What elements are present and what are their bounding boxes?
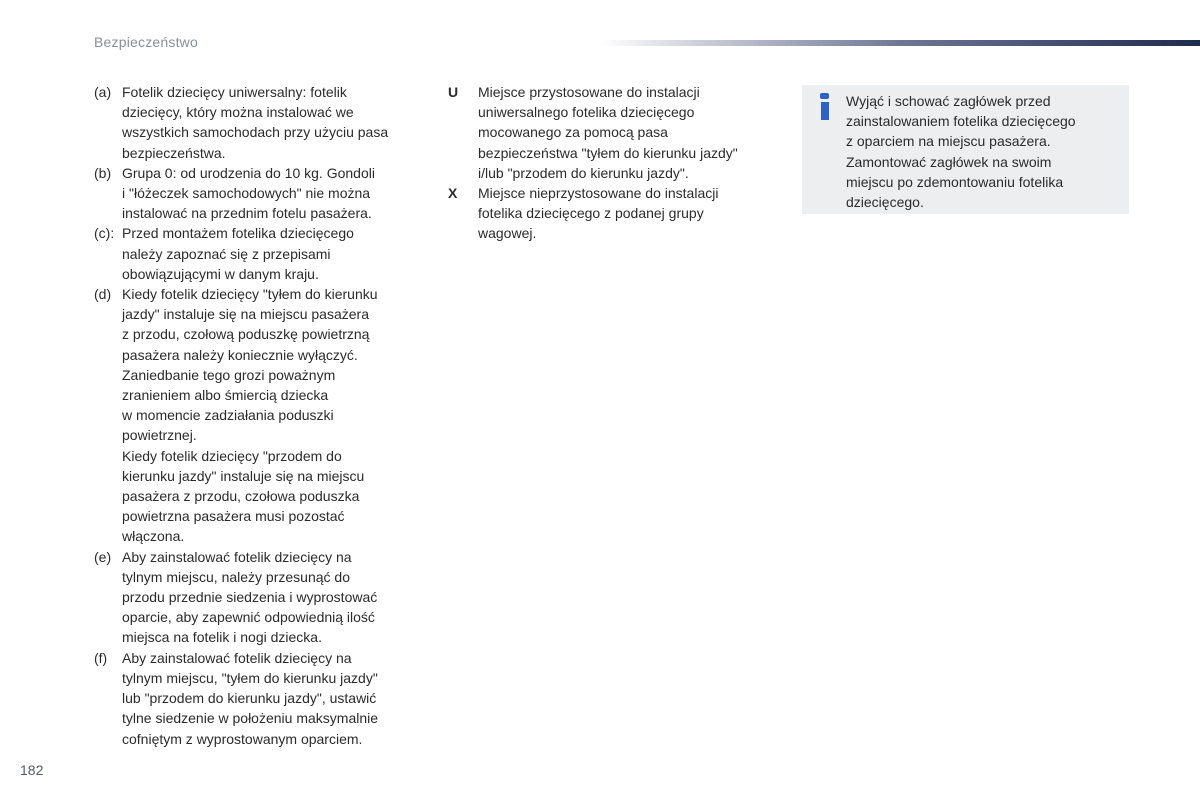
list-item-b (94, 163, 434, 224)
legend-text: Miejsce przystosowane do instalacji uniwersalnego fotelika dziecięcego mocowanego za pomocą pasa bezpieczeństwa "tyłem do kierunku jazdy" i/lub "przodem do kierunku jazdy". (478, 84, 738, 181)
header-gradient-bar (600, 40, 1200, 46)
info-box (802, 85, 1129, 214)
list-item-c (94, 223, 434, 284)
item-label: (c): (94, 225, 115, 242)
legend-text: Miejsce nieprzystosowane do instalacji fotelika dziecięcego z podanej grupy wagowej. (478, 185, 719, 242)
list-item-a (94, 82, 434, 163)
item-label: (f) (94, 649, 108, 666)
item-text: Grupa 0: od urodzenia do 10 kg. Gondoli i "łóżeczek samochodowych" nie można instalować na przednim fotelu pasażera. (122, 164, 375, 222)
legend-item-u (448, 82, 778, 183)
item-label: (b) (94, 164, 112, 181)
item-text: Kiedy fotelik dziecięcy "tyłem do kierunku jazdy" instaluje się na miejscu pasażera z przodu, czołową poduszkę powietrzną pasażera należy koniecznie wyłączyć. Zaniedbanie tego grozi poważnym zranieniem albo śmiercią dziecka w momencie zadziałania poduszki powietrznej. Kiedy fotelik dziecięcy "przodem do kierunku jazdy" instaluje się na miejscu pasażera z przodu, czołowa poduszka powietrzna pasażera musi pozostać włączona. (122, 286, 378, 545)
item-label: (e) (94, 548, 112, 565)
item-text: Aby zainstalować fotelik dziecięcy na tylnym miejscu, należy przesunąć do przodu przednie siedzenia i wyprostować oparcie, aby zapewnić odpowiednią ilość miejsca na fotelik i nogi dziecka. (122, 548, 378, 646)
item-label: (a) (94, 84, 112, 100)
left-column (94, 82, 434, 749)
list-item-d (94, 284, 434, 547)
section-title: Bezpieczeństwo (94, 34, 198, 50)
info-icon (819, 92, 831, 118)
legend-label: X (448, 185, 458, 202)
list-item-e (94, 547, 434, 648)
info-text: Wyjąć i schować zagłówek przed zainstalowaniem fotelika dziecięcego z oparciem na miejscu pasażera. Zamontować zagłówek na swoim miejscu po zdemontowaniu fotelika dziecięcego. (846, 93, 1076, 211)
item-text: Przed montażem fotelika dziecięcego należy zapoznać się z przepisami obowiązującymi w danym kraju. (122, 225, 354, 282)
legend-item-x (448, 183, 778, 244)
item-text: Aby zainstalować fotelik dziecięcy na tylnym miejscu, "tyłem do kierunku jazdy" lub "przodem do kierunku jazdy", ustawić tylne siedzenie w położeniu maksymalnie cofniętym z wyprostowanym oparciem. (122, 649, 379, 747)
item-label: (d) (94, 286, 112, 303)
legend-label: U (448, 84, 459, 100)
item-text: Fotelik dziecięcy uniwersalny: fotelik dziecięcy, który można instalować we wszystkich samochodach przy użyciu pasa bezpieczeństwa. (122, 84, 389, 161)
middle-column (448, 82, 778, 244)
page-number: 182 (20, 762, 44, 778)
list-item-f (94, 648, 434, 749)
